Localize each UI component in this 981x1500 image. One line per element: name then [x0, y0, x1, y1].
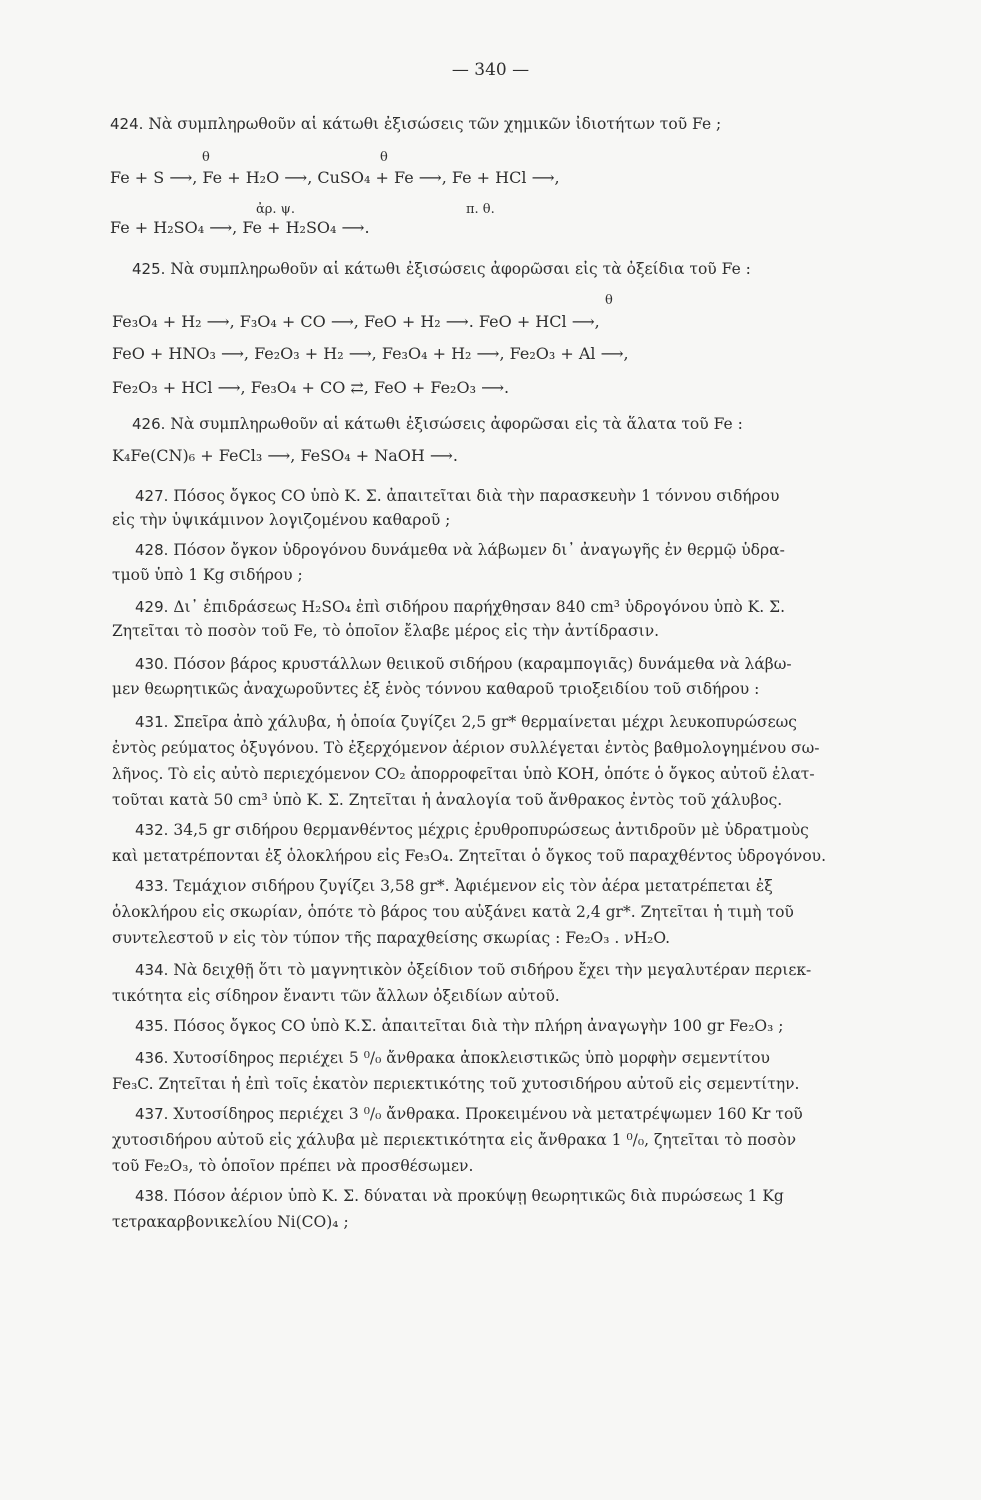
problem-number: 431. [135, 713, 169, 731]
problem-text-line: μεν θεωρητικῶς ἀναχωροῦντες ἐξ ἑνὸς τόννου καθαροῦ τριοξειδίου τοῦ σιδήρου : [112, 680, 760, 698]
problem-text-line: τικότητα εἰς σίδηρον ἔναντι τῶν ἄλλων ὀξειδίων αὐτοῦ. [112, 987, 560, 1005]
equation-line: Fe + H₂SO₄ ⟶, Fe + H₂SO₄ ⟶. [110, 218, 370, 237]
problem-432 [135, 820, 809, 840]
problem-number: 426. [132, 415, 166, 433]
problem-431 [135, 712, 797, 732]
problem-text-line: τμοῦ ὑπὸ 1 Kg σιδήρου ; [112, 566, 303, 584]
condition-label: ἀρ. ψ. [256, 202, 296, 217]
problem-text-line: συντελεστοῦ ν εἰς τὸν τύπον τῆς παραχθείσης σκωρίας : Fe₂O₃ . νH₂O. [112, 929, 671, 947]
problem-number: 437. [135, 1105, 169, 1123]
problem-426-heading [132, 414, 743, 434]
problem-text-line: Δι᾽ ἐπιδράσεως H₂SO₄ ἐπὶ σιδήρου παρήχθησαν 840 cm³ ὑδρογόνου ὑπὸ Κ. Σ. [173, 598, 785, 616]
problem-text: Νὰ συμπληρωθοῦν αἱ κάτωθι ἐξισώσεις τῶν χημικῶν ἰδιοτήτων τοῦ Fe ; [148, 115, 722, 133]
problem-number: 425. [132, 260, 166, 278]
page-number: — 340 — [451, 60, 530, 80]
problem-text-line: ἐντὸς ρεύματος ὀξυγόνου. Τὸ ἐξερχόμενον ἀέριον συλλέγεται ἐντὸς βαθμολογημένου σω- [112, 739, 820, 757]
condition-label: π. θ. [466, 202, 495, 217]
problem-number: 432. [135, 821, 169, 839]
problem-434 [135, 960, 811, 980]
problem-text: Νὰ συμπληρωθοῦν αἱ κάτωθι ἐξισώσεις ἀφορῶσαι εἰς τὰ ὀξείδια τοῦ Fe : [170, 260, 751, 278]
problem-text-line: 34,5 gr σιδήρου θερμανθέντος μέχρις ἐρυθροπυρώσεως ἀντιδροῦν μὲ ὑδρατμοὺς [173, 821, 809, 839]
problem-text-line: Πόσον βάρος κρυστάλλων θειικοῦ σιδήρου (καραμπογιᾶς) δυνάμεθα νὰ λάβω- [173, 655, 792, 673]
problem-number: 433. [135, 877, 169, 895]
equation-line: FeO + HNO₃ ⟶, Fe₂O₃ + H₂ ⟶, Fe₃O₄ + H₂ ⟶, Fe₂O₃ + Al ⟶, [112, 344, 629, 363]
problem-text-line: Σπεῖρα ἀπὸ χάλυβα, ἡ ὁποία ζυγίζει 2,5 gr* θερμαίνεται μέχρι λευκοπυρώσεως [173, 713, 797, 731]
equation-line: Fe + S ⟶, Fe + H₂O ⟶, CuSO₄ + Fe ⟶, Fe + HCl ⟶, [110, 168, 560, 187]
problem-number: 430. [135, 655, 169, 673]
problem-number: 436. [135, 1049, 169, 1067]
problem-438 [135, 1186, 784, 1206]
problem-text-line: εἰς τὴν ὑψικάμινον λογιζομένου καθαροῦ ; [112, 511, 451, 529]
problem-text-line: Πόσον ὄγκον ὑδρογόνου δυνάμεθα νὰ λάβωμεν δι᾽ ἀναγωγῆς ἐν θερμῷ ὑδρα- [173, 541, 785, 559]
problem-425-heading [132, 259, 751, 279]
problem-text-line: Πόσον ἀέριον ὑπὸ Κ. Σ. δύναται νὰ προκύψῃ θεωρητικῶς διὰ πυρώσεως 1 Kg [173, 1187, 784, 1205]
problem-436 [135, 1048, 770, 1068]
problem-text-line: τετρακαρβονικελίου Ni(CO)₄ ; [112, 1213, 349, 1231]
problem-text-line: Τεμάχιον σιδήρου ζυγίζει 3,58 gr*. Ἀφιέμενον εἰς τὸν ἀέρα μετατρέπεται ἐξ [173, 877, 773, 895]
problem-text-line: Νὰ δειχθῇ ὅτι τὸ μαγνητικὸν ὀξείδιον τοῦ σιδήρου ἔχει τὴν μεγαλυτέραν περιεκ- [173, 961, 812, 979]
condition-label: θ [380, 150, 388, 165]
problem-430 [135, 654, 792, 674]
problem-number: 429. [135, 598, 169, 616]
problem-427 [135, 486, 779, 506]
equation-line: Fe₃O₄ + H₂ ⟶, F₃O₄ + CO ⟶, FeO + H₂ ⟶. FeO + HCl ⟶, [112, 312, 600, 331]
problem-428 [135, 540, 785, 560]
problem-435 [135, 1016, 783, 1036]
problem-text-line: Χυτοσίδηρος περιέχει 5 ⁰/₀ ἄνθρακα ἀποκλειστικῶς ὑπὸ μορφὴν σεμεντίτου [173, 1049, 770, 1067]
problem-text-line: τοῦται κατὰ 50 cm³ ὑπὸ Κ. Σ. Ζητεῖται ἡ ἀναλογία τοῦ ἄνθρακος ἐντὸς τοῦ χάλυβος. [112, 791, 783, 809]
problem-text-line: Fe₃C. Ζητεῖται ἡ ἐπὶ τοῖς ἑκατὸν περιεκτικότης τοῦ χυτοσιδήρου αὐτοῦ εἰς σεμεντίτην. [112, 1075, 800, 1093]
problem-424-heading [110, 114, 721, 134]
problem-text-line: Πόσος ὄγκος CO ὑπὸ Κ.Σ. ἀπαιτεῖται διὰ τὴν πλήρη ἀναγωγὴν 100 gr Fe₂O₃ ; [173, 1017, 784, 1035]
equation-line: K₄Fe(CN)₆ + FeCl₃ ⟶, FeSO₄ + NaOH ⟶. [112, 446, 458, 465]
problem-text-line: τοῦ Fe₂O₃, τὸ ὁποῖον πρέπει νὰ προσθέσωμεν. [112, 1157, 474, 1175]
problem-429 [135, 597, 785, 617]
problem-number: 427. [135, 487, 169, 505]
problem-number: 434. [135, 961, 169, 979]
problem-text-line: Πόσος ὄγκος CO ὑπὸ Κ. Σ. ἀπαιτεῖται διὰ τὴν παρασκευὴν 1 τόννου σιδήρου [173, 487, 780, 505]
condition-label: θ [605, 293, 613, 308]
problem-number: 424. [110, 115, 144, 133]
problem-433 [135, 876, 773, 896]
problem-text-line: Χυτοσίδηρος περιέχει 3 ⁰/₀ ἄνθρακα. Προκειμένου νὰ μετατρέψωμεν 160 Kr τοῦ [173, 1105, 803, 1123]
problem-text: Νὰ συμπληρωθοῦν αἱ κάτωθι ἐξισώσεις ἀφορῶσαι εἰς τὰ ἅλατα τοῦ Fe : [170, 415, 743, 433]
problem-text-line: Ζητεῖται τὸ ποσὸν τοῦ Fe, τὸ ὁποῖον ἔλαβε μέρος εἰς τὴν ἀντίδρασιν. [112, 622, 660, 640]
problem-number: 438. [135, 1187, 169, 1205]
problem-text-line: λῆνος. Τὸ εἰς αὐτὸ περιεχόμενον CO₂ ἀπορροφεῖται ὑπὸ KOH, ὁπότε ὁ ὄγκος αὐτοῦ ἐλατ- [112, 765, 815, 783]
problem-number: 428. [135, 541, 169, 559]
condition-label: θ [202, 150, 210, 165]
problem-text-line: ὁλοκλήρου εἰς σκωρίαν, ὁπότε τὸ βάρος του αὐξάνει κατὰ 2,4 gr*. Ζητεῖται ἡ τιμὴ τοῦ [112, 903, 794, 921]
problem-text-line: καὶ μετατρέπονται ἐξ ὁλοκλήρου εἰς Fe₃O₄. Ζητεῖται ὁ ὄγκος τοῦ παραχθέντος ὑδρογόνου. [112, 847, 826, 865]
problem-text-line: χυτοσιδήρου αὐτοῦ εἰς χάλυβα μὲ περιεκτικότητα εἰς ἄνθρακα 1 ⁰/₀, ζητεῖται τὸ ποσὸν [112, 1131, 797, 1149]
problem-number: 435. [135, 1017, 169, 1035]
equation-line: Fe₂O₃ + HCl ⟶, Fe₃O₄ + CO ⇄, FeO + Fe₂O₃ ⟶. [112, 378, 510, 397]
problem-437 [135, 1104, 803, 1124]
